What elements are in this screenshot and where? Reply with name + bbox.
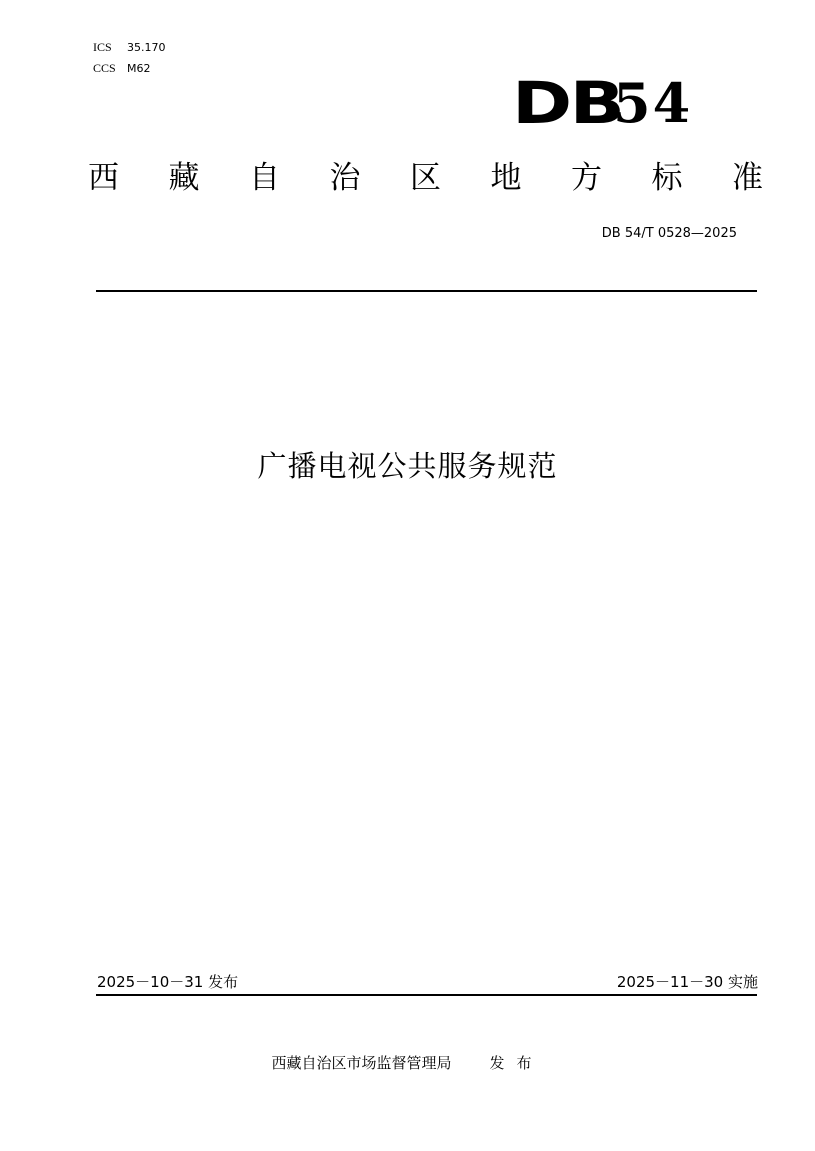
publish-date: 2025－10－31 发布 — [97, 973, 239, 991]
standard-type-char: 区 — [410, 160, 441, 196]
db-logo: DB — [512, 69, 623, 137]
document-title: 广播电视公共服务规范 — [257, 449, 558, 483]
standard-type-char: 准 — [732, 160, 763, 196]
ccs-code: M62 — [127, 62, 151, 75]
standard-type-char: 地 — [490, 160, 522, 196]
standard-type-heading — [88, 156, 763, 200]
db-region-number: 54 — [613, 71, 693, 135]
standard-type-char: 藏 — [168, 160, 200, 196]
standard-type-char: 西 — [88, 160, 119, 196]
top-divider — [96, 290, 757, 292]
implementation-date: 2025－11－30 实施 — [616, 973, 758, 991]
ics-label: ICS — [93, 40, 112, 54]
issuer-name: 西藏自治区市场监督管理局 — [271, 1054, 452, 1072]
standard-type-char: 标 — [651, 160, 683, 196]
ics-code: 35.170 — [127, 41, 166, 54]
issuer-line — [0, 1052, 815, 1074]
issuer-action: 发布 — [489, 1054, 544, 1072]
standard-type-char: 治 — [329, 160, 361, 196]
standard-type-char: 自 — [249, 160, 280, 196]
standard-code: DB 54/T 0528—2025 — [601, 226, 737, 241]
ccs-label: CCS — [93, 61, 116, 75]
standard-type-char: 方 — [571, 160, 602, 196]
bottom-divider — [96, 994, 757, 996]
